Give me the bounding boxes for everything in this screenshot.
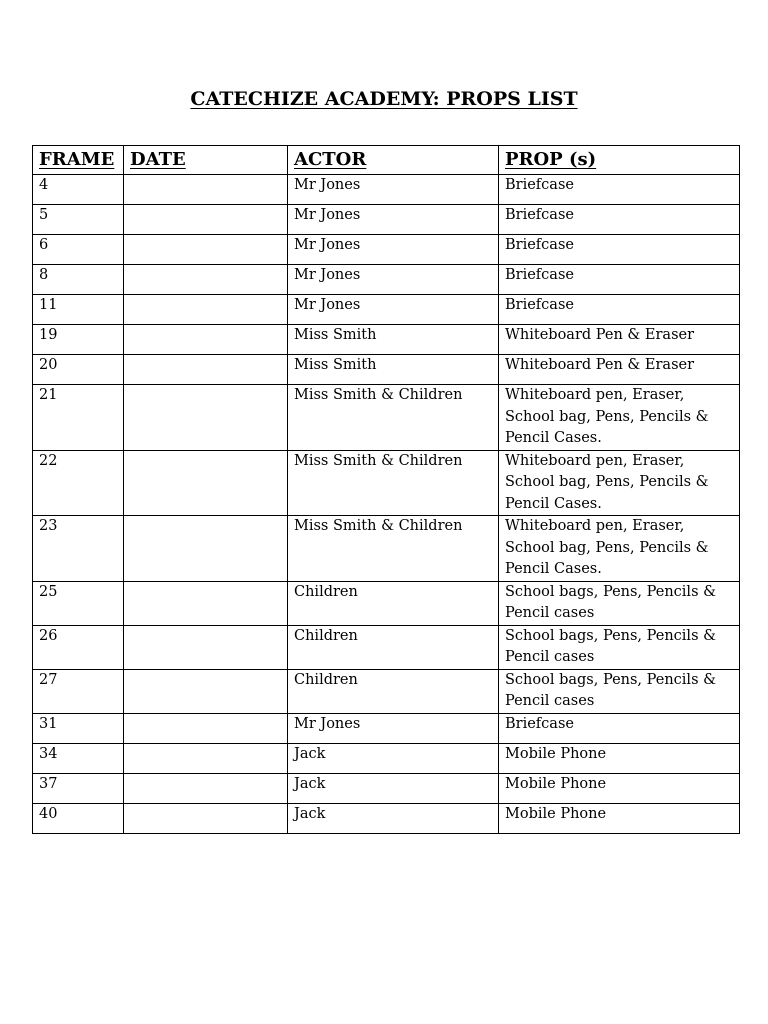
cell-frame: 26 xyxy=(33,625,124,669)
cell-prop: School bags, Pens, Pencils & Pencil cases xyxy=(499,625,740,669)
cell-date xyxy=(124,175,288,205)
cell-prop: Whiteboard Pen & Eraser xyxy=(499,355,740,385)
cell-frame: 20 xyxy=(33,355,124,385)
cell-actor: Jack xyxy=(288,803,499,833)
cell-actor: Mr Jones xyxy=(288,265,499,295)
cell-actor: Miss Smith & Children xyxy=(288,516,499,582)
table-row xyxy=(33,355,740,385)
cell-frame: 6 xyxy=(33,235,124,265)
cell-frame: 4 xyxy=(33,175,124,205)
page-title: CATECHIZE ACADEMY: PROPS LIST xyxy=(190,88,578,110)
table-row xyxy=(33,516,740,582)
table-row xyxy=(33,265,740,295)
cell-prop: Briefcase xyxy=(499,235,740,265)
cell-actor: Mr Jones xyxy=(288,713,499,743)
table-row xyxy=(33,625,740,669)
header-prop xyxy=(499,146,740,175)
cell-frame: 21 xyxy=(33,385,124,451)
cell-date xyxy=(124,235,288,265)
table-row xyxy=(33,773,740,803)
cell-actor: Children xyxy=(288,669,499,713)
cell-date xyxy=(124,355,288,385)
cell-date xyxy=(124,773,288,803)
cell-date xyxy=(124,713,288,743)
cell-frame: 19 xyxy=(33,325,124,355)
header-prop-label: PROP (s) xyxy=(505,149,597,170)
cell-actor: Mr Jones xyxy=(288,205,499,235)
cell-prop: School bags, Pens, Pencils & Pencil cases xyxy=(499,581,740,625)
cell-date xyxy=(124,669,288,713)
cell-date xyxy=(124,325,288,355)
table-row xyxy=(33,743,740,773)
cell-prop: Mobile Phone xyxy=(499,743,740,773)
cell-actor: Miss Smith & Children xyxy=(288,385,499,451)
header-actor xyxy=(288,146,499,175)
table-row xyxy=(33,325,740,355)
cell-frame: 5 xyxy=(33,205,124,235)
cell-date xyxy=(124,625,288,669)
table-row xyxy=(33,205,740,235)
cell-prop: Whiteboard pen, Eraser, School bag, Pens, Pencils & Pencil Cases. xyxy=(499,516,740,582)
cell-date xyxy=(124,205,288,235)
cell-frame: 23 xyxy=(33,516,124,582)
cell-frame: 25 xyxy=(33,581,124,625)
cell-frame: 37 xyxy=(33,773,124,803)
table-row xyxy=(33,669,740,713)
cell-actor: Mr Jones xyxy=(288,175,499,205)
cell-prop: Whiteboard pen, Eraser, School bag, Pens, Pencils & Pencil Cases. xyxy=(499,385,740,451)
cell-prop: Mobile Phone xyxy=(499,773,740,803)
cell-prop: School bags, Pens, Pencils & Pencil cases xyxy=(499,669,740,713)
cell-prop: Briefcase xyxy=(499,295,740,325)
cell-prop: Briefcase xyxy=(499,713,740,743)
table-row xyxy=(33,295,740,325)
cell-prop: Briefcase xyxy=(499,265,740,295)
header-frame xyxy=(33,146,124,175)
cell-frame: 11 xyxy=(33,295,124,325)
cell-date xyxy=(124,581,288,625)
header-frame-label: FRAME xyxy=(39,149,115,170)
cell-date xyxy=(124,516,288,582)
cell-actor: Children xyxy=(288,625,499,669)
cell-actor: Mr Jones xyxy=(288,295,499,325)
cell-frame: 8 xyxy=(33,265,124,295)
table-row xyxy=(33,450,740,516)
cell-date xyxy=(124,265,288,295)
table-header-row xyxy=(33,146,740,175)
cell-actor: Mr Jones xyxy=(288,235,499,265)
cell-actor: Miss Smith xyxy=(288,325,499,355)
cell-date xyxy=(124,803,288,833)
cell-prop: Whiteboard Pen & Eraser xyxy=(499,325,740,355)
cell-date xyxy=(124,450,288,516)
table-row xyxy=(33,235,740,265)
table-row xyxy=(33,713,740,743)
cell-prop: Mobile Phone xyxy=(499,803,740,833)
cell-frame: 40 xyxy=(33,803,124,833)
cell-date xyxy=(124,385,288,451)
props-table xyxy=(32,145,740,834)
cell-frame: 27 xyxy=(33,669,124,713)
table-row xyxy=(33,385,740,451)
cell-actor: Miss Smith & Children xyxy=(288,450,499,516)
cell-actor: Jack xyxy=(288,743,499,773)
cell-date xyxy=(124,743,288,773)
cell-frame: 34 xyxy=(33,743,124,773)
header-date xyxy=(124,146,288,175)
table-row xyxy=(33,803,740,833)
header-actor-label: ACTOR xyxy=(294,149,367,170)
cell-actor: Miss Smith xyxy=(288,355,499,385)
cell-frame: 31 xyxy=(33,713,124,743)
cell-prop: Whiteboard pen, Eraser, School bag, Pens, Pencils & Pencil Cases. xyxy=(499,450,740,516)
cell-actor: Jack xyxy=(288,773,499,803)
cell-date xyxy=(124,295,288,325)
table-row xyxy=(33,175,740,205)
cell-actor: Children xyxy=(288,581,499,625)
cell-frame: 22 xyxy=(33,450,124,516)
header-date-label: DATE xyxy=(130,149,186,170)
cell-prop: Briefcase xyxy=(499,175,740,205)
table-row xyxy=(33,581,740,625)
cell-prop: Briefcase xyxy=(499,205,740,235)
